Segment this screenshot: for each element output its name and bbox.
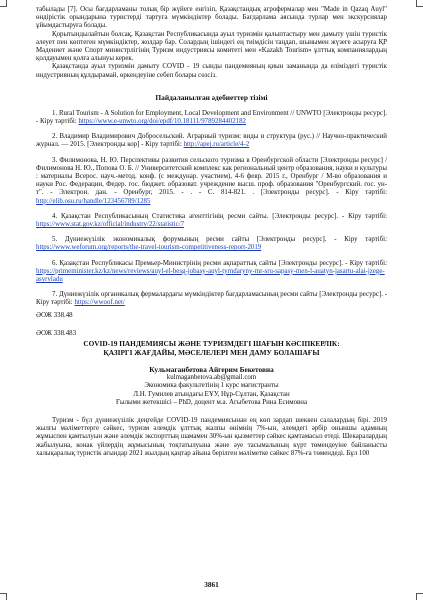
intro-paragraph-1: табылады [7]. Осы бағдарламаны толық бір жүйеге енгізіп, Қазақстандық агрофермалар мен "Made in Qazaq Auyl" өндірістік орындарына туристерді тартуға мүмкіндіктер болады. Бағдарлама аясында турлар мен экскурсиялар ұйымдастыруға болады. bbox=[36, 6, 387, 30]
reference-item-3 bbox=[36, 157, 387, 206]
intro-paragraph-3: Қазақстанда ауыл туризмін дамыту COVID - 19 сынды пандемияның қиын заманында да еліміздегі туристік индустрияның құлдырамай, өркендеуіне себеп болары сөзсіз. bbox=[36, 63, 387, 79]
author-affiliation-2: Л.Н. Гумилев атындағы ЕҰУ, Нұр-Сұлтан, Қазақстан bbox=[133, 390, 290, 398]
reference-text: 6. Қазақстан Республикасы Премьер-Министрінің ресми ақпараттық сайты [Электронды ресурс]. - Кіру тәртібі: bbox=[52, 259, 387, 267]
reference-text: 5. Дүниежүзілік экономикалық форумының ресми сайты [Электронды ресурс]. - Кіру тәртібі: bbox=[52, 236, 387, 244]
reference-item-5 bbox=[36, 236, 387, 252]
reference-item-6 bbox=[36, 260, 387, 285]
reference-link[interactable]: https://www.e-unwto.org/doi/epdf/10.18111/9789284402182 bbox=[78, 118, 247, 126]
page-number: 3861 bbox=[204, 580, 219, 589]
reference-item-7 bbox=[36, 291, 387, 307]
author-email: kulmaganbetova.ab@gmail.com bbox=[166, 374, 257, 382]
reference-item-4 bbox=[36, 213, 387, 229]
udk-code-2: ӘОЖ 338.483 bbox=[36, 329, 77, 337]
author-name: Кульмаганбетова Айгерим Бекетовна bbox=[149, 365, 274, 375]
crop-mark-top-right bbox=[416, 0, 423, 7]
reference-link[interactable]: https://primeminister.kz/kz/news/reviews/auyl-el-besg-jobasy-auyl-tyrndaryny-mr-sru-sapasy-men-l-auatyn-jasartu-alai-jzege-asyryladu bbox=[36, 267, 385, 284]
author-affiliation-1: Экономика факультетінің 1 курс магистранты bbox=[144, 382, 279, 390]
article-title-line-2: ҚАЗІРГІ ЖАҒДАЙЫ, МӘСЕЛЕЛЕРІ МЕН ДАМУ БОЛАШАҒЫ bbox=[103, 348, 320, 358]
crop-mark-bottom-left bbox=[0, 593, 7, 600]
reference-text: 4. Қазақстан Республикасының Статистика агенттігінің ресми сайты. [Электронды ресурс]. - Кіру тәртібі: bbox=[52, 212, 387, 220]
article-title-line-1: COVID-19 ПАНДЕМИЯСЫ ЖӘНЕ ТУРИЗМДЕГІ ШАҒЫН КӘСІПКЕРЛІК: bbox=[83, 339, 340, 349]
reference-text: 7. Дүниежүзілік органикалық фермалардағы мүмкіндіктер бағдарламасының ресми сайты [Электронды ресурс]. - Кіру тәртібі: bbox=[36, 291, 387, 307]
reference-text: 2. Владимир Владимирович Добросельский. Аграрный туризм: виды и структура (рус.) // Научно-практический журнал. — 2015. [Электронды кор] - Кіру тәртібі: bbox=[36, 133, 387, 149]
reference-link[interactable]: http://apej.ru/article/4-2 bbox=[183, 141, 250, 149]
page-content bbox=[36, 6, 387, 458]
reference-link[interactable]: https://www.weforum.org/reports/the-travel-tourism-competitiveness-report-2019 bbox=[36, 244, 262, 252]
crop-mark-bottom-right bbox=[416, 593, 423, 600]
udk-code-1: ӘОЖ 338.48 bbox=[36, 311, 73, 319]
crop-mark-top-left bbox=[0, 0, 7, 7]
reference-text: 1. Rural Tourism - A Solution for Employment, Local Development and Environment // UNWTO [Электронды ресурс]. - Кіру тәртібі: bbox=[36, 109, 387, 126]
intro-paragraph-2: Қорытындылайтын болсақ, Қазақстан Республикасында ауыл туризмін қалыптастыру мен дамыту үшін туристік әлеует пен көптеген мүмкіндіктер, жолдар бар. Солардың ішіндегі ең тиімдісін таңдап, шынымен жүзеге асыруға ҚР Мәдениет және Спорт министрлігінің Туризм индустриясы комитеті мен «Kazakh Tourism» ұлттық компаниялардың қолдауымен қолға алынуы керек. bbox=[36, 30, 387, 63]
reference-link[interactable]: http://elib.osu.ru/handle/123456789/1285 bbox=[36, 197, 151, 205]
reference-text: 3. Филимонова, Н. Ю. Перспективы развития сельского туризма в Оренбургской области [Электронды ресурс] / Филимонова Н. Ю., Попова О. Б. // Университетский комплекс как региональный центр образования, науки и культуры : материалы Всерос. науч.-метод. конф. (с междунар. участием), 4-6 февр. 2015 г., Оренбург / М-во образования и науки Рос. Федерации, Федер. гос. бюджет. образоват. учреждение высш. проф. образования "Оренбургский. гос. ун-т". - Электрон. дан. - Оренбург, 2015. - . - С. 814-821. . [Электронды ресурс]. - Кіру тәртібі: bbox=[36, 156, 387, 197]
reference-item-1 bbox=[36, 110, 387, 126]
reference-link[interactable]: https://www.stat.gov.kz/official/industry/22/statistic/7 bbox=[36, 221, 185, 229]
reference-link[interactable]: https://wwoof.net/ bbox=[74, 299, 125, 307]
references-list bbox=[36, 110, 387, 308]
reference-item-2 bbox=[36, 133, 387, 149]
references-heading: Пайдаланылған әдебиеттер тізімі bbox=[155, 92, 268, 102]
article-body-paragraph: Туризм - бүл дүниежүзілік деңгейде COVID-19 пандемиясынан ең көп зардап шеккен салалардың бірі. 2019 жылғы мәліметтерге сәйкес, туризм әлемдік ұлттық жалпы өнімнің 7%-ын, әлемдегі әрбір оныншы адамның жұмыспен қамтылуын және әлемдік экспорттың шамамен 30%-ын қызметтер сәйкес қамтамасыз етеді. Шекаралардың жабылуына, конак үйлердің жұмысының тоқтатылуына және әуе тасымалының күрт төмендеуіне байланысты халықаралық туристік ағындар 2021 жылдың қаңтар айына берілген мәліметке сәйкес 87%-ға төмендеді. Бұл 100 bbox=[36, 416, 387, 457]
supervisor-info: Ғылыми жетекшісі – PhD, доцент м.а. Агыбетова Рина Есимовна bbox=[115, 398, 308, 406]
